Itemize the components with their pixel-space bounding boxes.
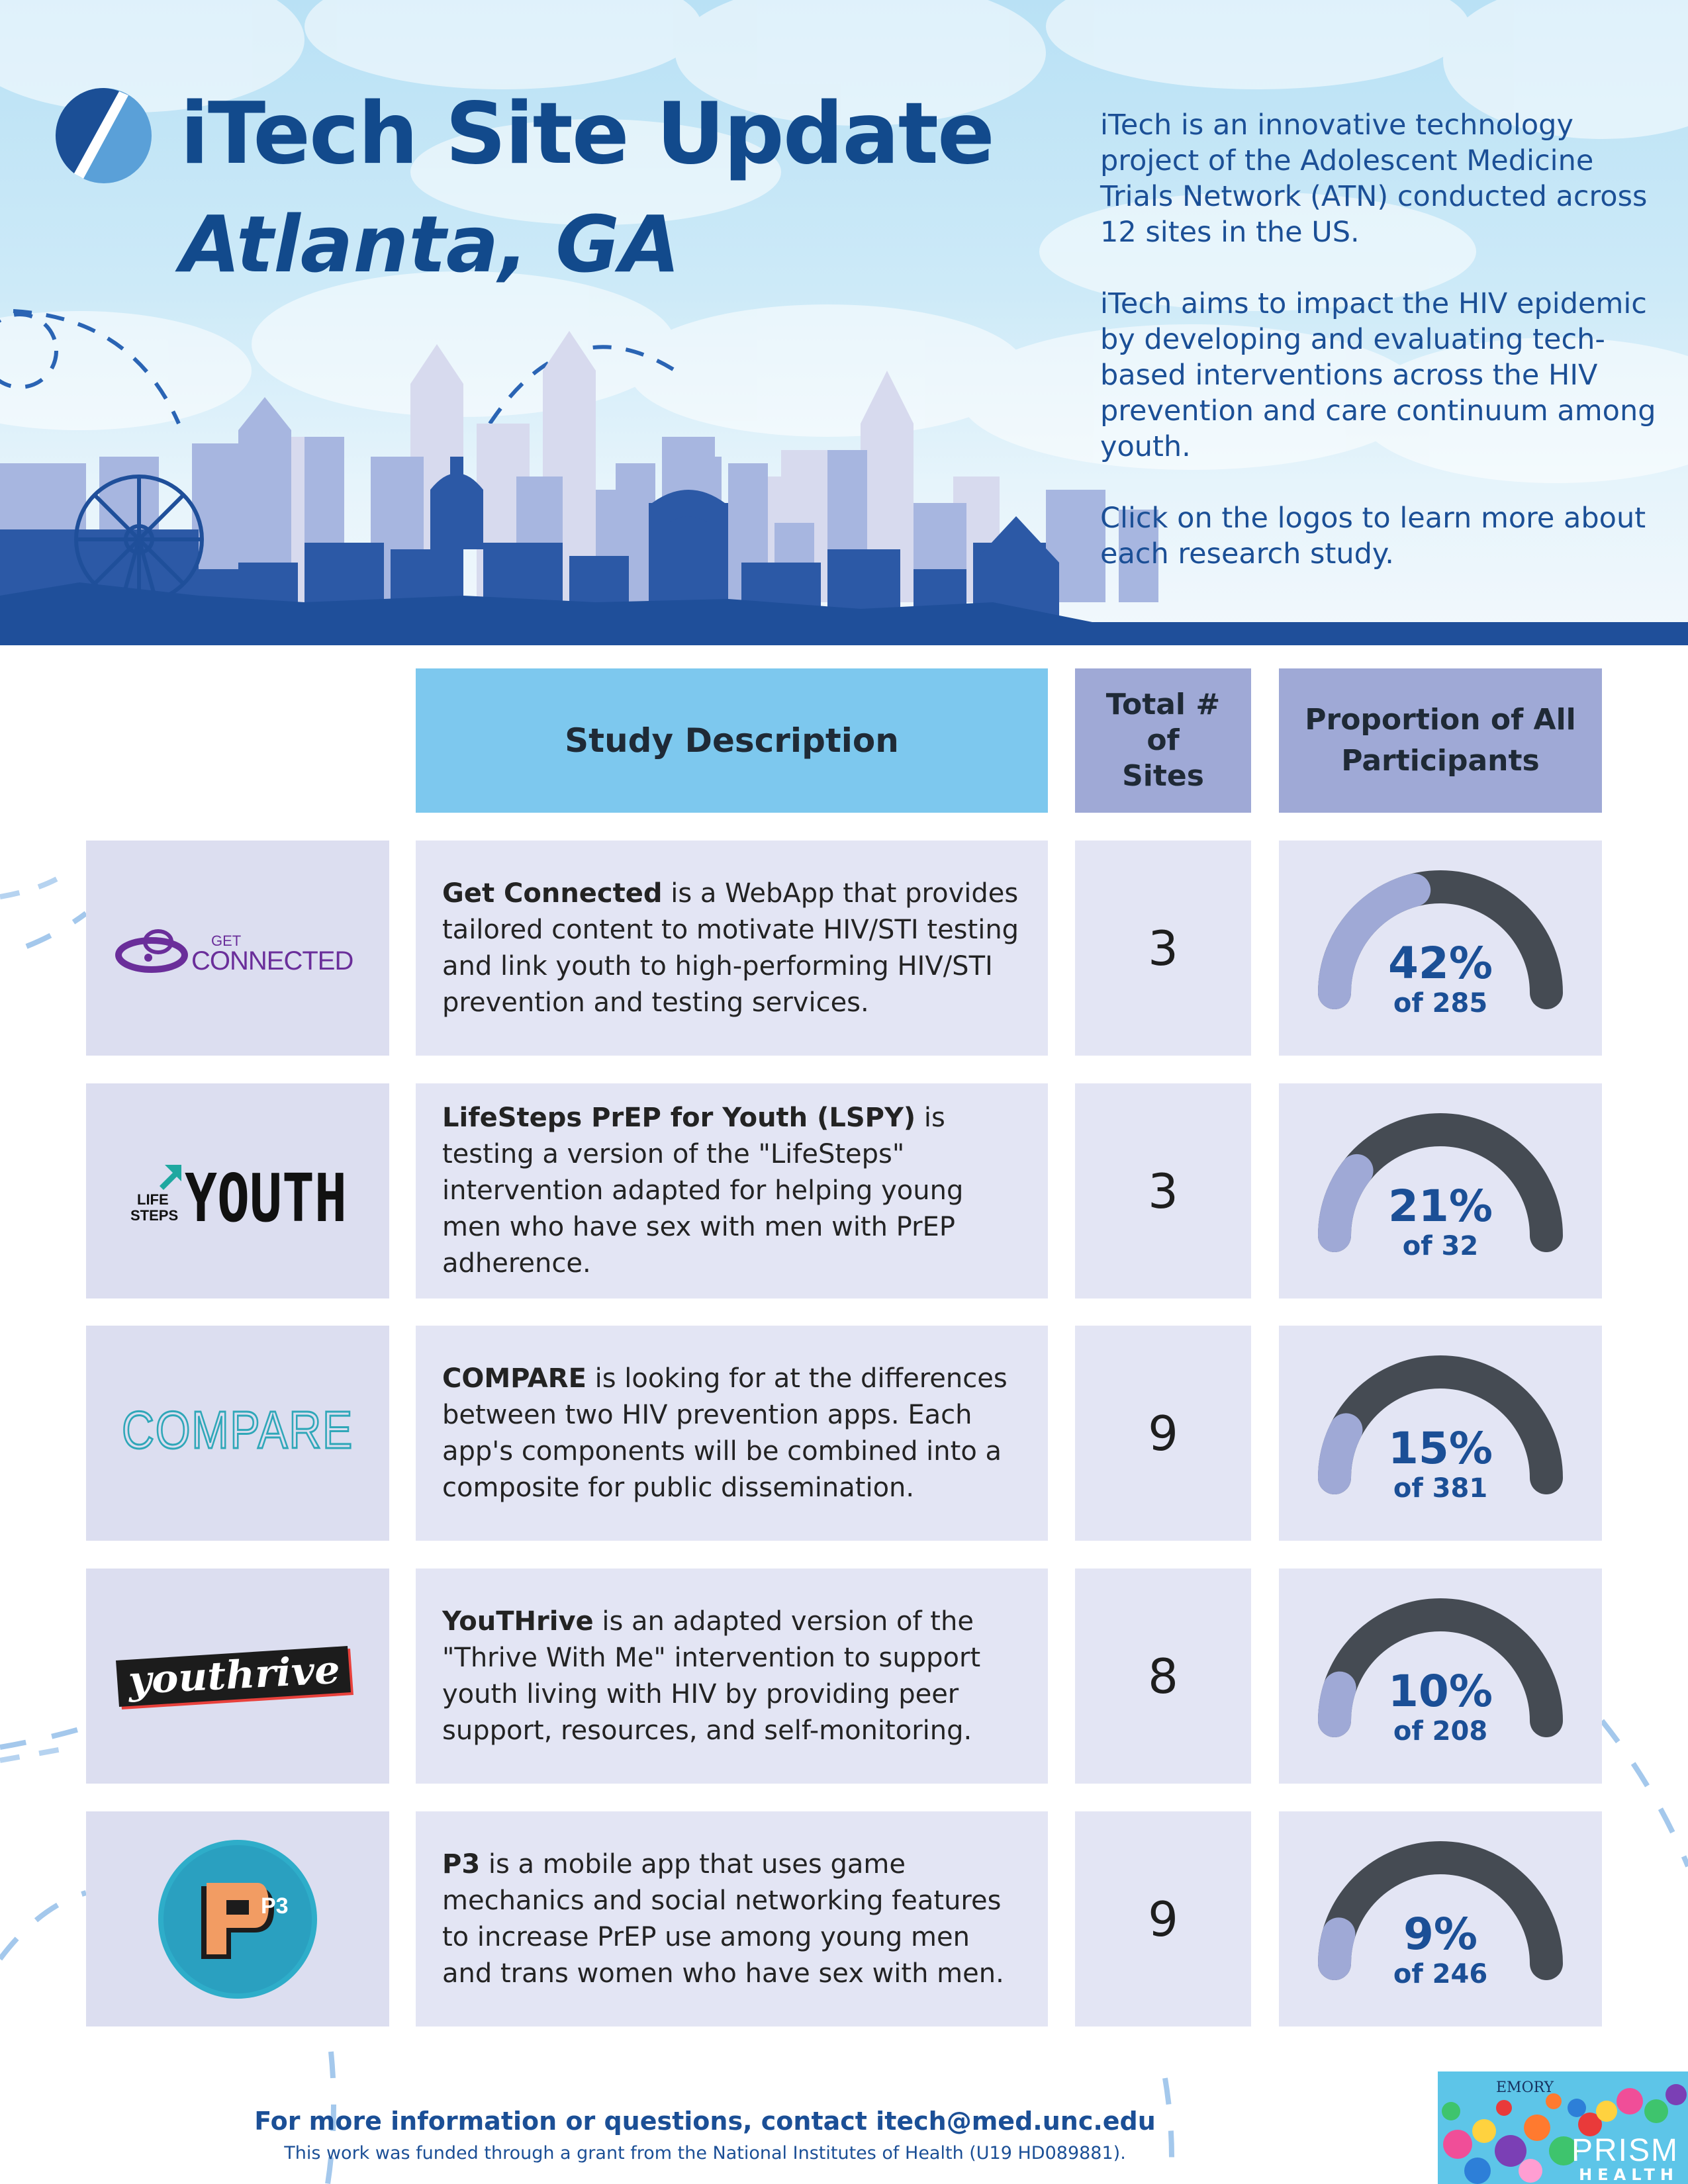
total-sites-value: 3	[1075, 1083, 1251, 1298]
percent-value: 21%	[1388, 1181, 1493, 1232]
proportion-gauge	[1279, 1811, 1602, 2026]
funding-note: This work was funded through a grant from the National Institutes of Health (U19 HD089881).	[284, 2143, 1126, 2163]
proportion-label	[1279, 940, 1602, 1019]
total-sites-value: 3	[1075, 841, 1251, 1056]
p3-logo[interactable]	[86, 1811, 389, 2026]
lifesteps-youth-logo-icon	[118, 1152, 357, 1237]
column-header-description: Study Description	[416, 668, 1048, 813]
total-sites-value: 9	[1075, 1326, 1251, 1541]
svg-text:STEPS: STEPS	[130, 1206, 179, 1224]
youthrive-logo[interactable]	[86, 1569, 389, 1784]
study-name: COMPARE	[442, 1363, 586, 1394]
participant-total: of 381	[1393, 1473, 1488, 1504]
emory-prism-health-logo[interactable]	[1438, 2071, 1688, 2184]
percent-value: 15%	[1388, 1423, 1493, 1474]
proportion-gauge	[1279, 1083, 1602, 1298]
participant-total: of 246	[1393, 1959, 1488, 1989]
percent-value: 42%	[1388, 938, 1493, 989]
participant-total: of 285	[1393, 988, 1488, 1019]
study-description	[416, 1083, 1048, 1298]
contact-line[interactable]: For more information or questions, contact itech@med.unc.edu	[254, 2107, 1156, 2136]
proportion-label	[1279, 1911, 1602, 1990]
svg-text:LIFE: LIFE	[137, 1191, 169, 1208]
proportion-label	[1279, 1183, 1602, 1262]
study-text: is a WebApp that provides tailored content to motivate HIV/STI testing and link youth to high-performing HIV/STI prevention and testing services.	[442, 878, 1019, 1018]
intro-paragraph: iTech is an innovative technology project of the Adolescent Medicine Trials Network (ATN) conducted across 12 sites in the US.	[1100, 109, 1648, 249]
svg-text:YOUTH: YOUTH	[185, 1159, 347, 1237]
health-wordmark: HEALTH	[1579, 2165, 1679, 2184]
study-text: is an adapted version of the "Thrive With Me" intervention to support youth living with HIV by providing peer support, resources, and self-monitoring.	[442, 1606, 981, 1746]
emory-wordmark: EMORY	[1496, 2079, 1554, 2096]
total-sites-value: 8	[1075, 1569, 1251, 1784]
svg-text:CONNECTED: CONNECTED	[191, 946, 353, 976]
study-text: is a mobile app that uses game mechanics and social networking features to increase PrEP use among young men and trans women who have sex with men.	[442, 1848, 1004, 1989]
p3-logo-icon	[155, 1837, 320, 2002]
percent-value: 9%	[1403, 1909, 1478, 1960]
column-header-proportion: Proportion of All Participants	[1279, 668, 1602, 813]
page-title: iTech Site Update	[180, 85, 994, 183]
study-description	[416, 841, 1048, 1056]
intro-paragraph: iTech aims to impact the HIV epidemic by developing and evaluating tech-based interventions across the HIV prevention and care continuum among youth.	[1100, 287, 1656, 463]
svg-text:GET: GET	[211, 932, 242, 949]
intro-paragraph: Click on the logos to learn more about each research study.	[1100, 502, 1646, 570]
study-name: P3	[442, 1848, 481, 1880]
p3-logo-mark: P3	[261, 1893, 289, 1919]
get-connected-logo[interactable]	[86, 841, 389, 1056]
proportion-label	[1279, 1425, 1602, 1504]
proportion-label	[1279, 1668, 1602, 1747]
study-description	[416, 1569, 1048, 1784]
column-header-sites: Total # of Sites	[1075, 668, 1251, 813]
lifesteps-youth-logo[interactable]	[86, 1083, 389, 1298]
proportion-gauge	[1279, 1326, 1602, 1541]
get-connected-logo-icon	[112, 909, 363, 988]
svg-text:youthrive: youthrive	[127, 1647, 332, 1703]
compare-logo[interactable]	[86, 1326, 389, 1541]
svg-text:COMPARE: COMPARE	[122, 1400, 353, 1459]
study-name: Get Connected	[442, 878, 663, 909]
youthrive-logo-icon	[112, 1630, 363, 1723]
compare-logo-icon	[112, 1394, 363, 1473]
percent-value: 10%	[1388, 1666, 1493, 1717]
participant-total: of 32	[1402, 1231, 1479, 1261]
participant-total: of 208	[1393, 1716, 1488, 1747]
proportion-gauge	[1279, 1569, 1602, 1784]
study-name: LifeSteps PrEP for Youth (LSPY)	[442, 1103, 916, 1133]
study-name: YouTHrive	[442, 1606, 594, 1637]
proportion-gauge	[1279, 841, 1602, 1056]
total-sites-value: 9	[1075, 1811, 1251, 2026]
prism-wordmark: PRISM	[1571, 2133, 1679, 2168]
site-location-title: Atlanta, GA	[180, 199, 680, 290]
study-text: is testing a version of the "LifeSteps" intervention adapted for helping young men who have sex with men with PrEP adherence.	[442, 1103, 964, 1279]
study-description	[416, 1811, 1048, 2026]
study-text: is looking for at the differences between two HIV prevention apps. Each app's components will be combined into a composite for public dissemination.	[442, 1363, 1008, 1503]
study-description	[416, 1326, 1048, 1541]
